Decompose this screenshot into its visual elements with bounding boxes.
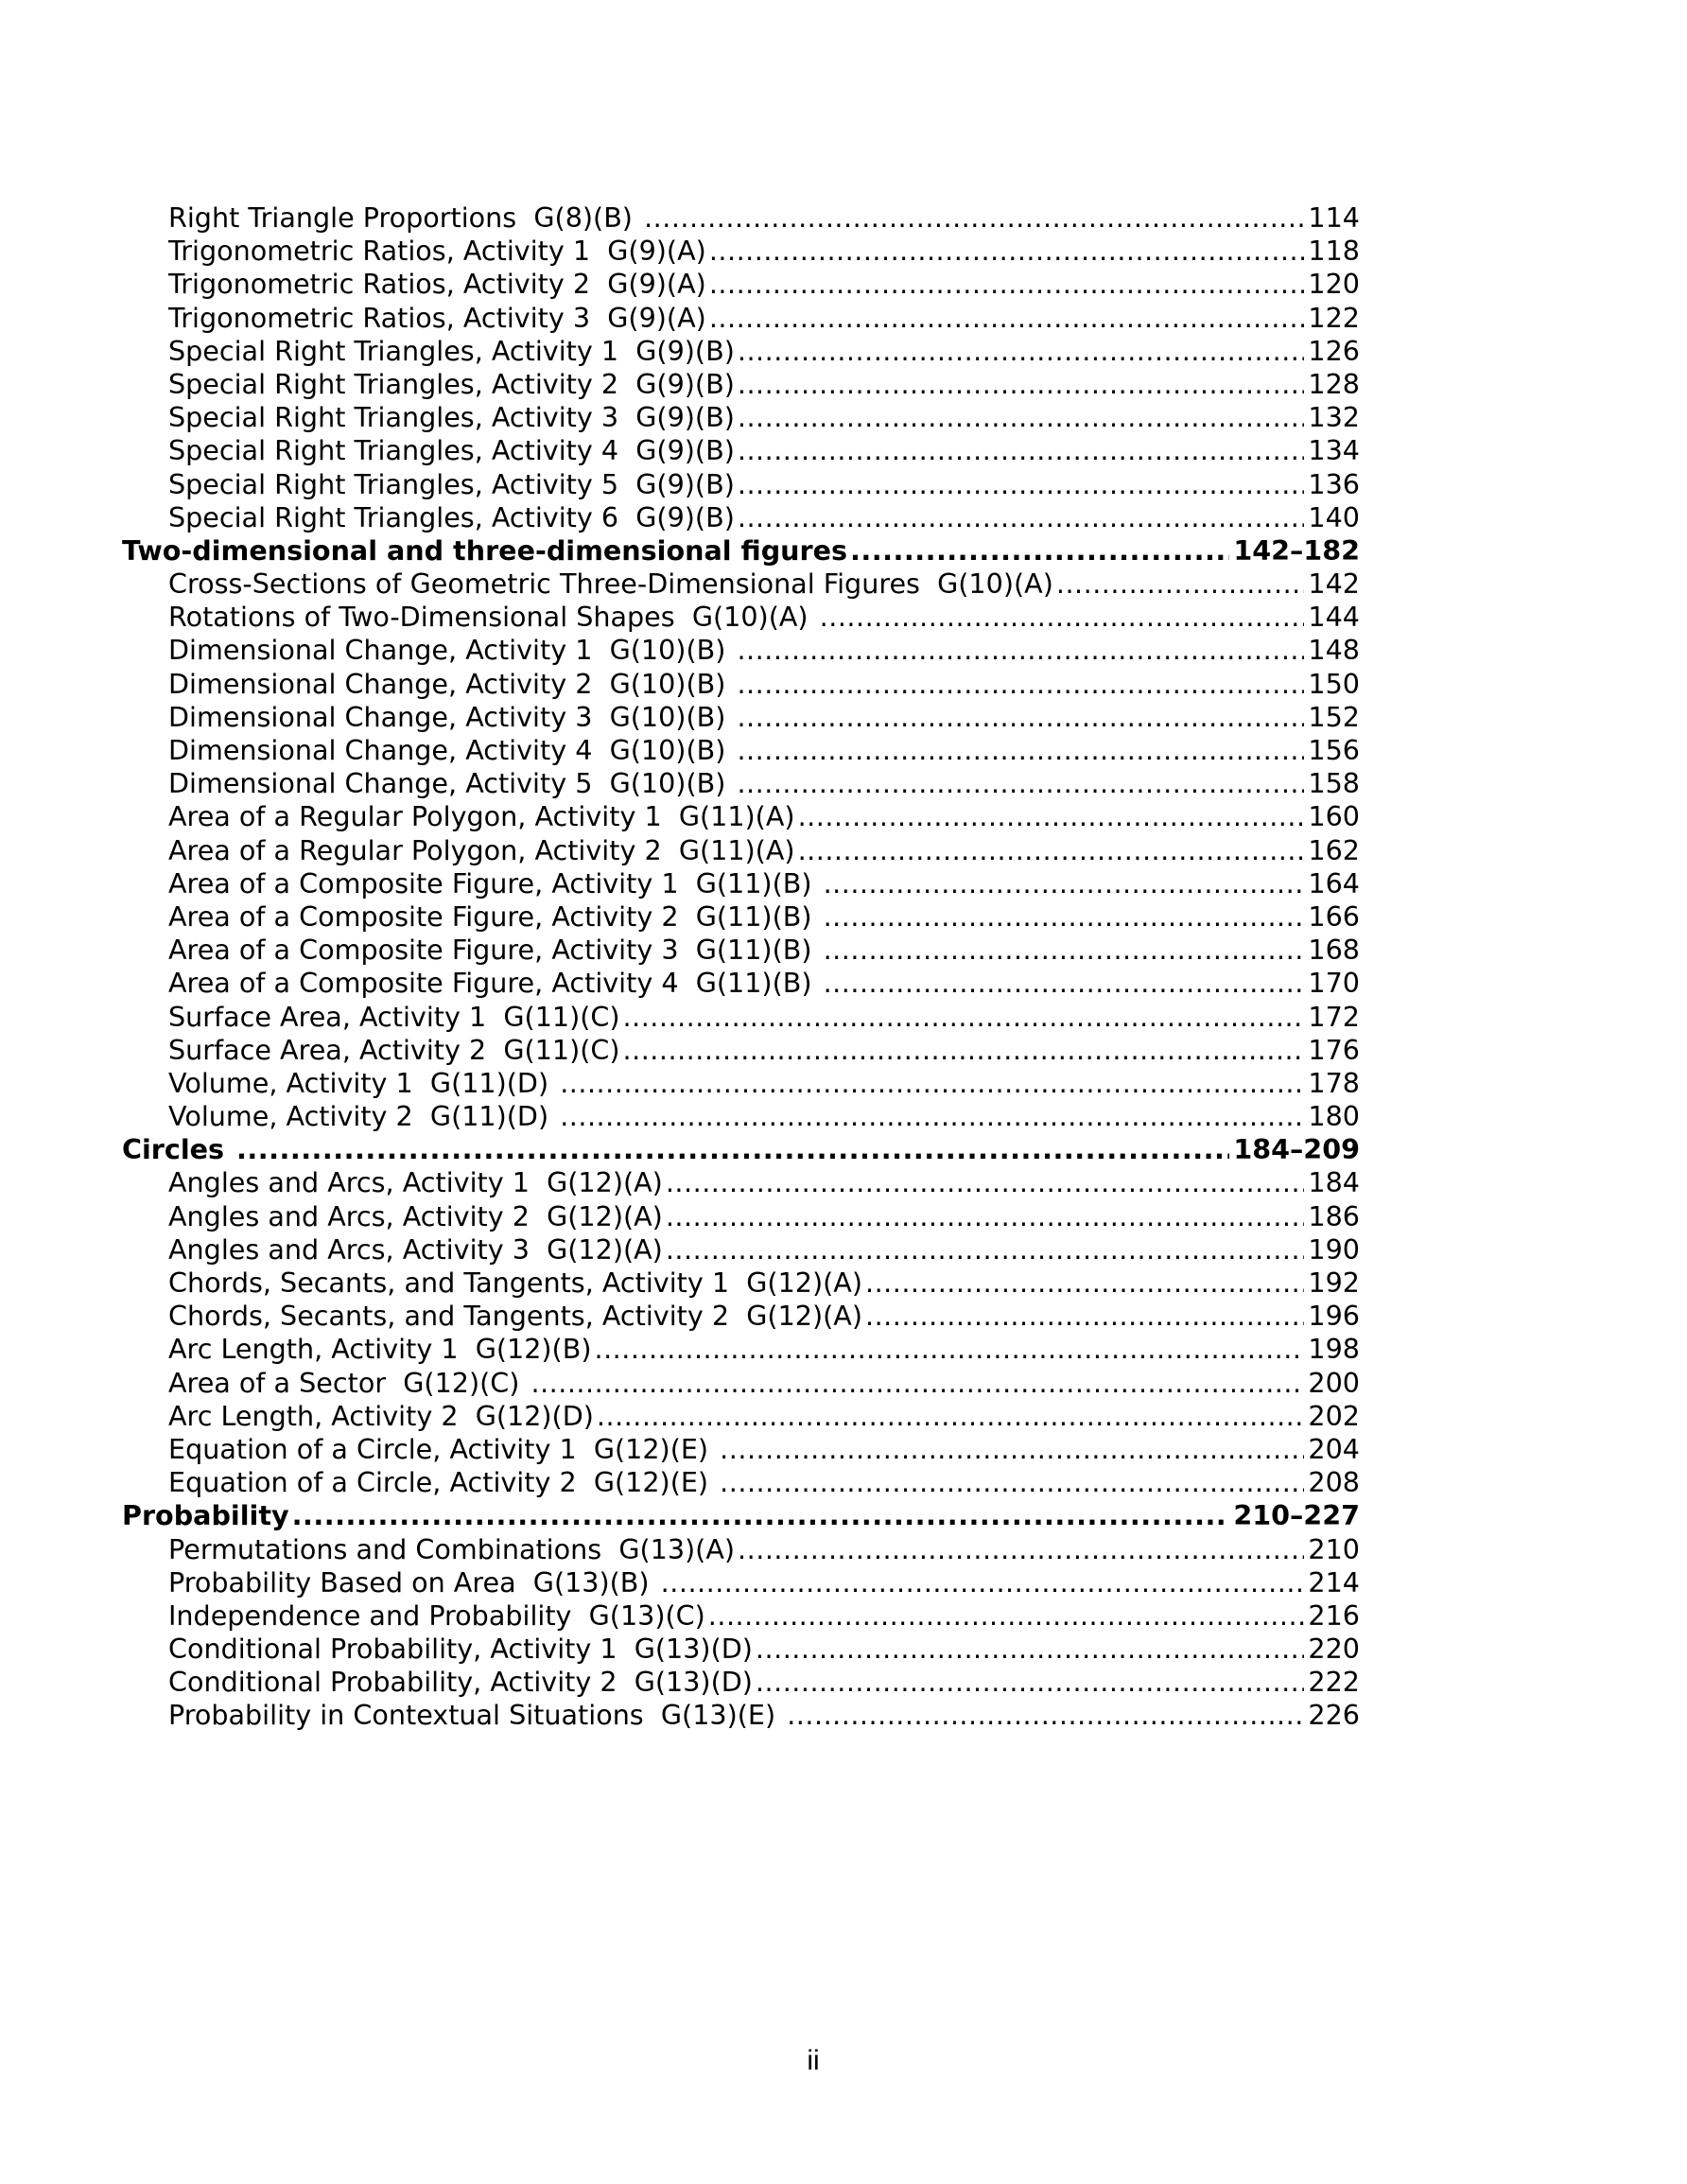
dot-leader <box>597 1400 1305 1433</box>
dot-leader <box>824 900 1305 934</box>
dot-leader <box>824 867 1305 900</box>
dot-leader <box>738 501 1305 534</box>
toc-entry[interactable] <box>122 668 1360 701</box>
toc-entry[interactable] <box>122 501 1360 534</box>
toc-entry-page: 170 <box>1308 967 1360 1000</box>
toc-entry-title: Rotations of Two-Dimensional Shapes G(10)(A) <box>168 601 817 634</box>
toc-entry-page: 158 <box>1308 767 1360 800</box>
dot-leader <box>666 1233 1305 1267</box>
toc-entry-title: Probability Based on Area G(13)(B) <box>168 1565 658 1599</box>
dot-leader <box>560 1100 1304 1133</box>
toc-entry-page: 184 <box>1308 1166 1360 1199</box>
toc-entry[interactable] <box>122 235 1360 268</box>
toc-entry[interactable] <box>122 734 1360 767</box>
toc-entry-page: 190 <box>1308 1232 1360 1266</box>
toc-entry-title: Angles and Arcs, Activity 1 G(12)(A) <box>168 1166 663 1199</box>
dot-leader <box>798 800 1305 833</box>
toc-entry-title: Dimensional Change, Activity 3 G(10)(B) <box>168 700 735 733</box>
toc-entry-page: 164 <box>1308 866 1360 900</box>
toc-entry-title: Dimensional Change, Activity 2 G(10)(B) <box>168 667 735 700</box>
toc-entry-page: 222 <box>1308 1666 1360 1699</box>
dot-leader <box>644 201 1304 235</box>
toc-entry-page: 168 <box>1308 934 1360 967</box>
toc-entry[interactable] <box>122 1466 1360 1499</box>
toc-section-title: Circles <box>122 1133 235 1166</box>
dot-leader <box>560 1067 1304 1100</box>
toc-section-heading[interactable] <box>122 534 1360 568</box>
table-of-contents <box>122 201 1360 1733</box>
toc-entry[interactable] <box>122 1699 1360 1732</box>
toc-entry-title: Probability in Contextual Situations G(13)(E) <box>168 1699 785 1732</box>
toc-entry-page: 160 <box>1308 800 1360 833</box>
toc-entry-page: 180 <box>1308 1100 1360 1133</box>
toc-entry[interactable] <box>122 1333 1360 1366</box>
toc-entry-title: Trigonometric Ratios, Activity 1 G(9)(A) <box>168 235 706 268</box>
toc-entry[interactable] <box>122 1433 1360 1466</box>
dot-leader <box>737 701 1304 734</box>
toc-entry-title: Surface Area, Activity 1 G(11)(C) <box>168 1000 620 1033</box>
toc-entry-page: 166 <box>1308 900 1360 933</box>
toc-entry[interactable] <box>122 1533 1360 1566</box>
toc-entry-title: Independence and Probability G(13)(C) <box>168 1599 705 1632</box>
toc-entry-title: Surface Area, Activity 2 G(11)(C) <box>168 1033 620 1066</box>
toc-entry-title: Dimensional Change, Activity 5 G(10)(B) <box>168 767 735 800</box>
dot-leader <box>738 468 1305 501</box>
toc-entry-page: 144 <box>1308 601 1360 634</box>
toc-section-title: Two-dimensional and three-dimensional figures <box>122 533 848 567</box>
dot-leader <box>292 1499 1230 1532</box>
dot-leader <box>236 1133 1229 1166</box>
toc-entry[interactable] <box>122 967 1360 1000</box>
toc-entry[interactable] <box>122 1400 1360 1433</box>
toc-section-page-range: 142–182 <box>1233 533 1360 567</box>
toc-entry-title: Special Right Triangles, Activity 6 G(9)(B) <box>168 500 735 533</box>
toc-entry[interactable] <box>122 1001 1360 1034</box>
toc-entry-title: Angles and Arcs, Activity 3 G(12)(A) <box>168 1232 663 1266</box>
toc-entry[interactable] <box>122 834 1360 867</box>
toc-entry-page: 114 <box>1308 201 1360 234</box>
toc-entry[interactable] <box>122 1633 1360 1666</box>
toc-entry[interactable] <box>122 800 1360 833</box>
toc-entry-page: 216 <box>1308 1599 1360 1632</box>
toc-entry-title: Area of a Composite Figure, Activity 2 G(11)(B) <box>168 900 821 933</box>
toc-entry-title: Special Right Triangles, Activity 2 G(9)(B) <box>168 367 735 400</box>
toc-entry-title: Conditional Probability, Activity 1 G(13)(D) <box>168 1633 753 1666</box>
toc-entry[interactable] <box>122 1034 1360 1067</box>
toc-entry-title: Arc Length, Activity 2 G(12)(D) <box>168 1399 594 1432</box>
toc-entry[interactable] <box>122 434 1360 467</box>
toc-entry[interactable] <box>122 767 1360 800</box>
toc-entry-title: Right Triangle Proportions G(8)(B) <box>168 201 642 234</box>
toc-entry[interactable] <box>122 302 1360 335</box>
toc-entry[interactable] <box>122 1566 1360 1599</box>
toc-entry[interactable] <box>122 268 1360 301</box>
dot-leader <box>709 235 1305 268</box>
dot-leader <box>738 335 1305 368</box>
dot-leader <box>738 434 1305 467</box>
dot-leader <box>1056 568 1305 601</box>
toc-entry-title: Arc Length, Activity 1 G(12)(B) <box>168 1333 592 1366</box>
dot-leader <box>720 1433 1304 1466</box>
toc-entry-page: 220 <box>1308 1633 1360 1666</box>
toc-section-page-range: 210–227 <box>1233 1499 1360 1532</box>
toc-entry-page: 214 <box>1308 1565 1360 1599</box>
toc-entry-page: 128 <box>1308 367 1360 400</box>
toc-entry[interactable] <box>122 468 1360 501</box>
toc-entry-page: 172 <box>1308 1000 1360 1033</box>
toc-entry-page: 162 <box>1308 833 1360 866</box>
toc-entry[interactable] <box>122 335 1360 368</box>
toc-entry-title: Area of a Composite Figure, Activity 3 G(11)(B) <box>168 934 821 967</box>
dot-leader <box>787 1699 1304 1732</box>
toc-entry-title: Area of a Composite Figure, Activity 1 G(11)(B) <box>168 866 821 900</box>
dot-leader <box>530 1367 1304 1400</box>
dot-leader <box>708 1599 1305 1633</box>
toc-entry[interactable] <box>122 1599 1360 1633</box>
toc-entry-page: 140 <box>1308 500 1360 533</box>
dot-leader <box>865 1267 1304 1300</box>
dot-leader <box>623 1034 1305 1067</box>
toc-section-heading[interactable] <box>122 1133 1360 1166</box>
dot-leader <box>737 767 1304 800</box>
toc-entry-title: Dimensional Change, Activity 1 G(10)(B) <box>168 634 735 667</box>
toc-entry-page: 198 <box>1308 1333 1360 1366</box>
toc-entry[interactable] <box>122 867 1360 900</box>
dot-leader <box>720 1466 1304 1499</box>
toc-entry-title: Cross-Sections of Geometric Three-Dimensional Figures G(10)(A) <box>168 568 1053 601</box>
dot-leader <box>709 268 1305 301</box>
toc-entry-page: 200 <box>1308 1366 1360 1399</box>
toc-entry-page: 126 <box>1308 334 1360 367</box>
dot-leader <box>737 734 1304 767</box>
dot-leader <box>738 401 1305 434</box>
toc-entry-page: 152 <box>1308 700 1360 733</box>
dot-leader <box>666 1166 1305 1199</box>
toc-entry[interactable] <box>122 1200 1360 1233</box>
toc-entry[interactable] <box>122 1233 1360 1267</box>
toc-entry[interactable] <box>122 1166 1360 1199</box>
toc-entry-title: Equation of a Circle, Activity 2 G(12)(E) <box>168 1466 718 1499</box>
toc-entry-page: 122 <box>1308 301 1360 334</box>
toc-entry[interactable] <box>122 1100 1360 1133</box>
toc-entry-title: Special Right Triangles, Activity 1 G(9)(B) <box>168 334 735 367</box>
dot-leader <box>865 1300 1304 1333</box>
toc-entry-page: 148 <box>1308 634 1360 667</box>
toc-section-title: Probability <box>122 1499 289 1532</box>
toc-entry-title: Volume, Activity 2 G(11)(D) <box>168 1100 558 1133</box>
toc-entry-title: Conditional Probability, Activity 2 G(13)(D) <box>168 1666 753 1699</box>
toc-entry-page: 120 <box>1308 268 1360 301</box>
toc-entry-title: Chords, Secants, and Tangents, Activity 1 G(12)(A) <box>168 1267 862 1299</box>
toc-entry-title: Trigonometric Ratios, Activity 3 G(9)(A) <box>168 301 706 334</box>
toc-entry-title: Equation of a Circle, Activity 1 G(12)(E) <box>168 1432 718 1465</box>
dot-leader <box>666 1200 1305 1233</box>
dot-leader <box>661 1566 1305 1599</box>
toc-entry-page: 226 <box>1308 1699 1360 1732</box>
dot-leader <box>756 1633 1305 1666</box>
toc-entry-title: Area of a Composite Figure, Activity 4 G(11)(B) <box>168 967 821 1000</box>
toc-entry-title: Area of a Regular Polygon, Activity 1 G(11)(A) <box>168 800 795 833</box>
dot-leader <box>737 668 1304 701</box>
toc-entry-title: Volume, Activity 1 G(11)(D) <box>168 1066 558 1099</box>
toc-entry[interactable] <box>122 1300 1360 1333</box>
toc-entry[interactable] <box>122 1067 1360 1100</box>
dot-leader <box>737 634 1304 667</box>
toc-entry[interactable] <box>122 401 1360 434</box>
toc-entry-title: Dimensional Change, Activity 4 G(10)(B) <box>168 734 735 766</box>
toc-entry-title: Special Right Triangles, Activity 4 G(9)(B) <box>168 434 735 467</box>
toc-entry-page: 204 <box>1308 1432 1360 1465</box>
page-number: ii <box>807 2045 820 2076</box>
toc-entry-page: 176 <box>1308 1033 1360 1066</box>
toc-section-page-range: 184–209 <box>1233 1133 1360 1166</box>
toc-entry[interactable] <box>122 1666 1360 1699</box>
toc-entry-title: Permutations and Combinations G(13)(A) <box>168 1532 736 1565</box>
toc-entry[interactable] <box>122 568 1360 601</box>
toc-entry-page: 192 <box>1308 1267 1360 1299</box>
toc-entry[interactable] <box>122 601 1360 634</box>
dot-leader <box>623 1001 1305 1034</box>
toc-entry-page: 156 <box>1308 734 1360 766</box>
toc-entry[interactable] <box>122 368 1360 401</box>
dot-leader <box>738 368 1305 401</box>
toc-entry-title: Chords, Secants, and Tangents, Activity 2 G(12)(A) <box>168 1300 862 1333</box>
toc-section-heading[interactable] <box>122 1499 1360 1532</box>
dot-leader <box>709 302 1305 335</box>
toc-entry-title: Special Right Triangles, Activity 3 G(9)(B) <box>168 401 735 434</box>
toc-entry-page: 118 <box>1308 235 1360 268</box>
dot-leader <box>738 1533 1304 1566</box>
toc-entry-page: 208 <box>1308 1466 1360 1499</box>
toc-entry[interactable] <box>122 634 1360 667</box>
toc-entry-title: Trigonometric Ratios, Activity 2 G(9)(A) <box>168 268 706 301</box>
toc-entry-page: 150 <box>1308 667 1360 700</box>
toc-entry[interactable] <box>122 900 1360 934</box>
toc-entry-title: Area of a Regular Polygon, Activity 2 G(11)(A) <box>168 833 795 866</box>
dot-leader <box>824 934 1305 967</box>
toc-entry-page: 142 <box>1308 568 1360 601</box>
toc-entry-page: 136 <box>1308 467 1360 500</box>
toc-entry-page: 196 <box>1308 1300 1360 1333</box>
dot-leader <box>820 601 1305 634</box>
toc-entry[interactable] <box>122 934 1360 967</box>
dot-leader <box>798 834 1305 867</box>
toc-entry-page: 186 <box>1308 1199 1360 1232</box>
dot-leader <box>824 967 1305 1000</box>
toc-entry[interactable] <box>122 1267 1360 1300</box>
toc-entry-page: 134 <box>1308 434 1360 467</box>
toc-entry-title: Angles and Arcs, Activity 2 G(12)(A) <box>168 1199 663 1232</box>
toc-entry[interactable] <box>122 1367 1360 1400</box>
dot-leader <box>756 1666 1305 1699</box>
toc-entry[interactable] <box>122 701 1360 734</box>
toc-entry-page: 202 <box>1308 1399 1360 1432</box>
dot-leader <box>850 534 1229 568</box>
toc-entry-page: 178 <box>1308 1066 1360 1099</box>
toc-entry-page: 210 <box>1308 1532 1360 1565</box>
toc-entry-title: Special Right Triangles, Activity 5 G(9)(B) <box>168 467 735 500</box>
toc-entry-title: Area of a Sector G(12)(C) <box>168 1366 529 1399</box>
toc-entry[interactable] <box>122 201 1360 235</box>
toc-entry-page: 132 <box>1308 401 1360 434</box>
dot-leader <box>594 1333 1304 1366</box>
